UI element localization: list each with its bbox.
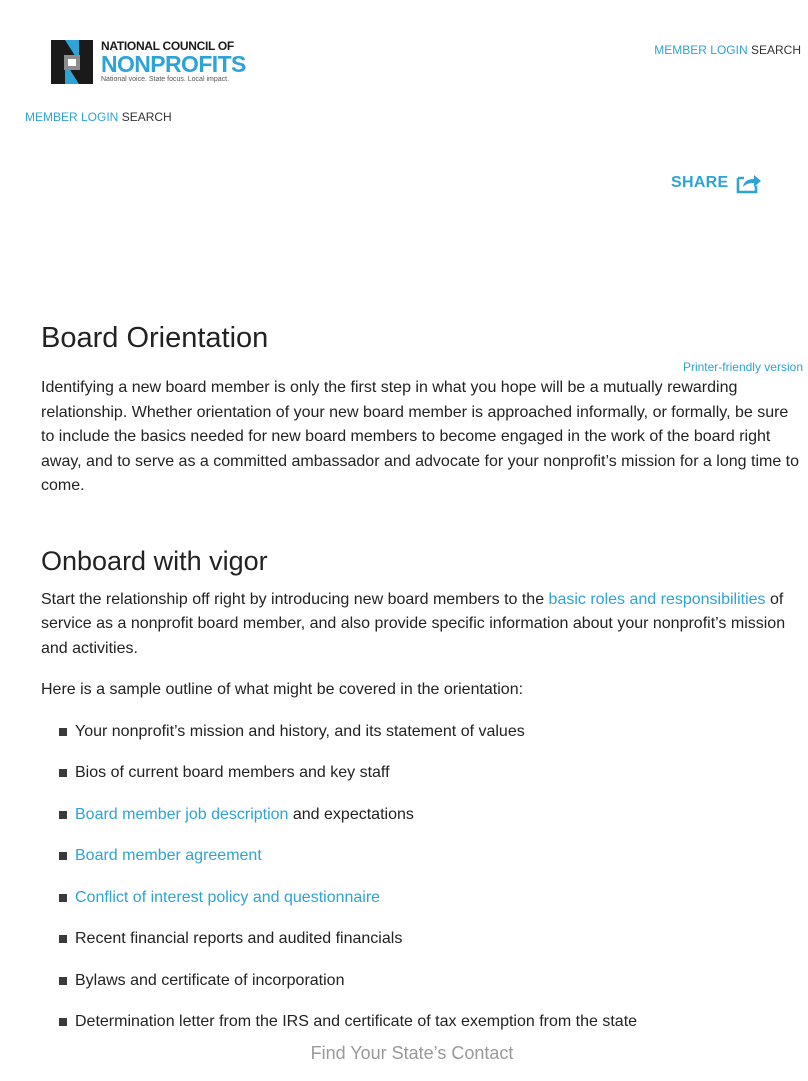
square-bullet-icon [59, 1018, 67, 1026]
list-item [59, 761, 803, 803]
conflict-of-interest-link[interactable]: Conflict of interest policy and questionnaire [75, 888, 381, 906]
square-bullet-icon [59, 894, 67, 902]
printer-friendly-link[interactable]: Printer-friendly version [682, 360, 803, 374]
intro-paragraph: Identifying a new board member is only the first step in what you hope will be a mutually rewarding relationship. Whether orientation of your new board member is approached informally, or formally, be sure to include the basics needed for new board members to become engaged in the work of the board right away, and to serve as a committed ambassador and advocate for your nonprofit’s mission for a long time to come. [41, 379, 800, 494]
list-item-text: Bios of current board members and key staff [75, 764, 390, 781]
section-heading: Onboard with vigor [41, 545, 268, 576]
list-item [59, 803, 803, 845]
square-bullet-icon [59, 977, 67, 985]
member-login-link-secondary[interactable]: MEMBER LOGIN [25, 110, 119, 124]
list-item [59, 927, 803, 969]
list-item [59, 720, 803, 762]
logo-tagline: National voice. State focus. Local impact. [101, 76, 230, 83]
page-title: Board Orientation [41, 322, 269, 354]
list-item-text: Determination letter from the IRS and certificate of tax exemption from the state [75, 1013, 638, 1030]
square-bullet-icon [59, 728, 67, 736]
list-item-text: Recent financial reports and audited financials [75, 930, 403, 947]
logo-line-2: NONPROFITS [101, 51, 246, 77]
share-button[interactable] [671, 172, 762, 194]
share-label: SHARE [671, 174, 729, 191]
ncn-logo-mark-icon [51, 40, 93, 84]
utility-nav-secondary [25, 110, 172, 124]
list-item [59, 969, 803, 1011]
section-p1-before: Start the relationship off right by introducing new board members to the [41, 590, 549, 608]
list-item-text: Bylaws and certificate of incorporation [75, 971, 345, 989]
list-item-text: Your nonprofit’s mission and history, and its statement of values [75, 722, 525, 740]
square-bullet-icon [59, 935, 67, 943]
list-item [59, 886, 803, 928]
site-logo[interactable] [51, 40, 251, 86]
square-bullet-icon [59, 769, 67, 777]
find-contact-link[interactable]: Find Your State’s Contact [310, 1043, 514, 1063]
find-contact-bar [0, 1033, 808, 1081]
section-paragraph-2: Here is a sample outline of what might be covered in the orientation: [41, 681, 524, 698]
logo-text [101, 40, 246, 84]
list-item-text: and expectations [288, 805, 414, 823]
logo-line-1: NATIONAL COUNCIL OF [101, 39, 234, 53]
square-bullet-icon [59, 811, 67, 819]
board-agreement-link[interactable]: Board member agreement [75, 847, 262, 864]
article [41, 320, 803, 1052]
job-description-link[interactable]: Board member job description [75, 805, 289, 823]
section-p1-after: of service as a nonprofit board member, and also provide specific information about your nonprofit’s mission and activities. [41, 590, 786, 657]
roles-responsibilities-link[interactable]: basic roles and responsibilities [548, 590, 766, 608]
square-bullet-icon [59, 852, 67, 860]
list-item [59, 844, 803, 886]
share-icon [735, 172, 762, 194]
section-paragraph-1 [41, 588, 803, 662]
search-link[interactable]: SEARCH [750, 43, 801, 57]
search-link-secondary[interactable]: SEARCH [121, 110, 172, 124]
orientation-outline-list [59, 720, 803, 1052]
utility-nav-top [654, 43, 801, 57]
member-login-link[interactable]: MEMBER LOGIN [654, 43, 748, 57]
